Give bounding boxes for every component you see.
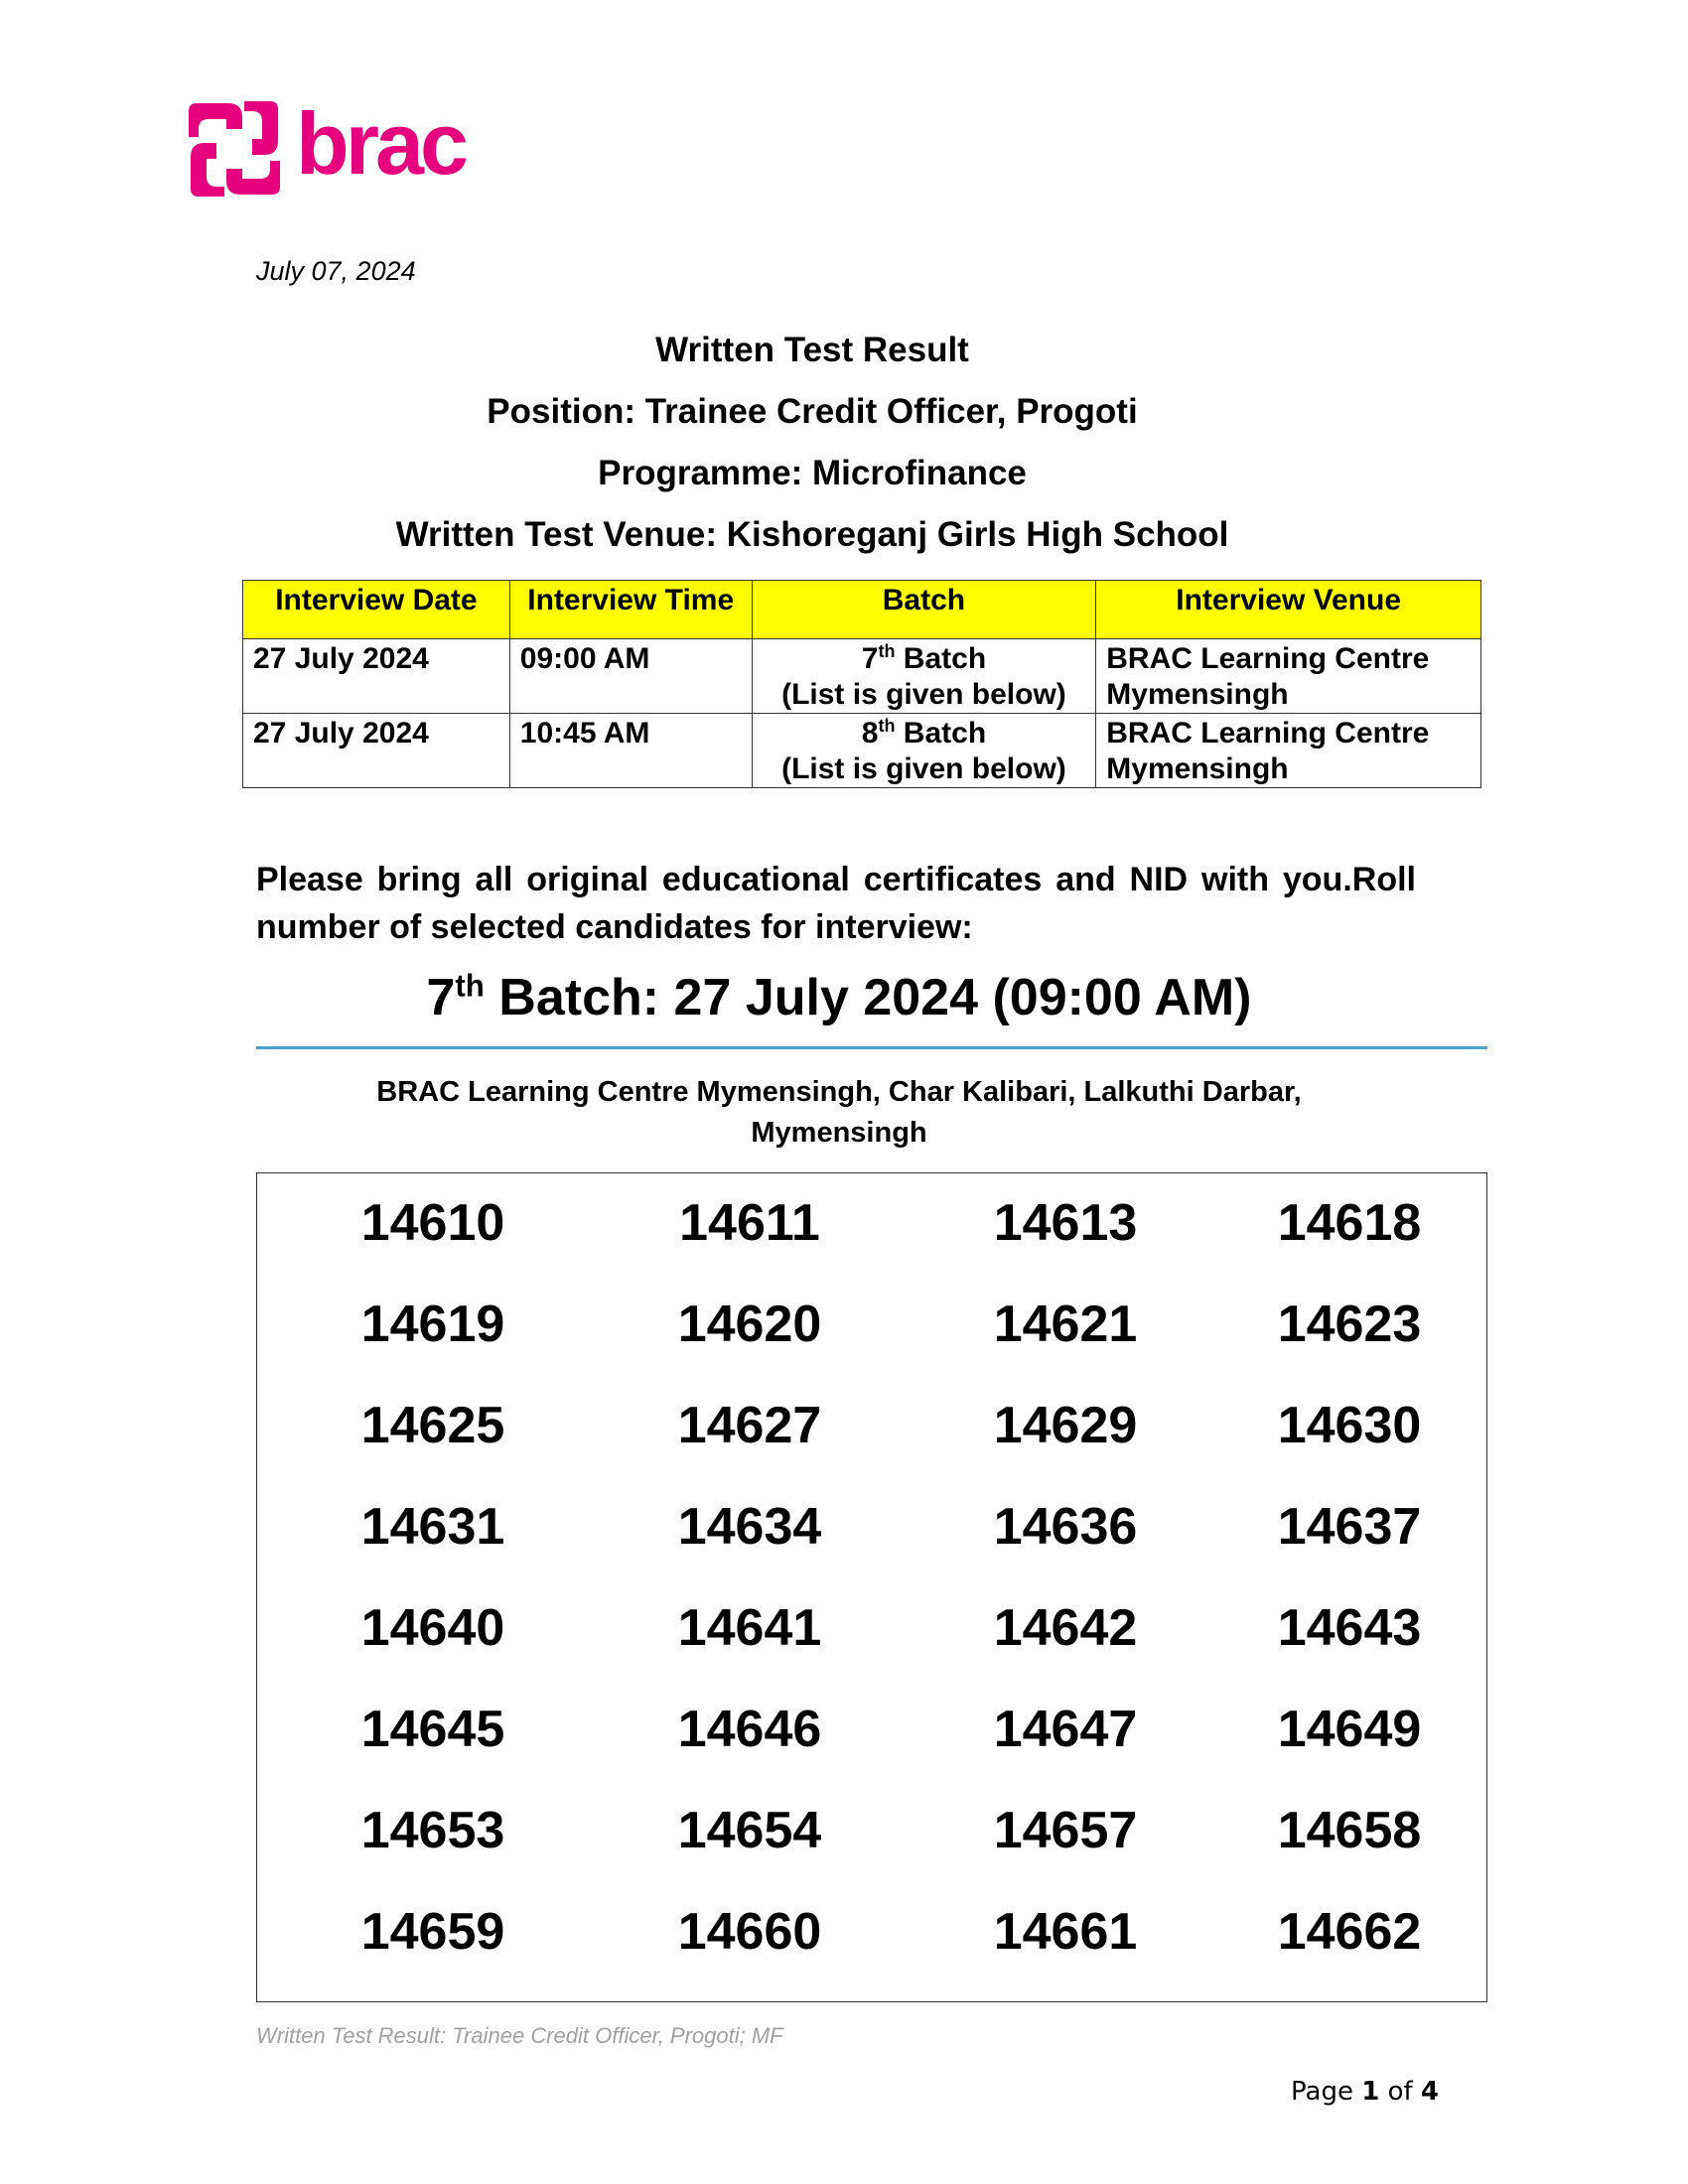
roll-number: 14661 (993, 1903, 1138, 1961)
column-header: Interview Venue (1096, 581, 1481, 639)
table-header-row (243, 581, 1481, 639)
roll-number: 14637 (1277, 1498, 1422, 1556)
roll-number: 14658 (1277, 1802, 1422, 1859)
venue-line-2: Mymensingh (1106, 752, 1289, 785)
roll-number: 14623 (1277, 1296, 1422, 1353)
roll-number: 14653 (360, 1802, 505, 1859)
interview-venue-cell (1096, 639, 1481, 714)
batch-address (298, 1072, 1380, 1154)
roll-number: 14657 (993, 1802, 1138, 1859)
batch-cell (752, 714, 1096, 788)
batch-suffix: th (878, 641, 896, 661)
roll-number: 14631 (360, 1498, 505, 1556)
batch-heading (0, 968, 1678, 1027)
page-current: 1 (1361, 2077, 1380, 2107)
column-header: Interview Time (509, 581, 752, 639)
batch-note: (List is given below) (781, 678, 1066, 711)
roll-number: 14659 (360, 1903, 505, 1961)
batch-heading-suffix: th (455, 968, 485, 1004)
roll-number: 14634 (677, 1498, 822, 1556)
roll-number: 14647 (993, 1701, 1138, 1758)
roll-number: 14627 (677, 1397, 822, 1454)
interview-schedule-table (242, 580, 1481, 788)
batch-word: Batch (895, 642, 987, 675)
document-title: Written Test Result (655, 331, 969, 369)
heading-divider (256, 1046, 1487, 1049)
roll-number: 14642 (993, 1599, 1138, 1657)
roll-number: 14641 (677, 1599, 822, 1657)
roll-number: 14660 (677, 1903, 822, 1961)
footer-note: Written Test Result: Trainee Credit Officer, Progoti; MF (256, 2023, 783, 2048)
batch-suffix: th (878, 716, 896, 736)
roll-number: 14620 (677, 1296, 822, 1353)
batch-word: Batch (895, 717, 987, 750)
batch-cell (752, 639, 1096, 714)
batch-number: 7 (861, 642, 879, 675)
brac-pinwheel-icon (187, 99, 286, 199)
roll-number: 14662 (1277, 1903, 1422, 1961)
roll-number: 14611 (679, 1194, 820, 1252)
venue-line: Written Test Venue: Kishoreganj Girls High School (395, 515, 1229, 554)
page-of: of (1379, 2077, 1421, 2107)
roll-number: 14640 (360, 1599, 505, 1657)
document-date: July 07, 2024 (256, 256, 416, 286)
interview-time-cell: 10:45 AM (509, 714, 752, 788)
venue-line-1: BRAC Learning Centre (1106, 717, 1430, 750)
brac-logo (187, 94, 485, 199)
roll-number: 14613 (993, 1194, 1138, 1252)
roll-number-grid (256, 1172, 1487, 2002)
venue-line-2: Mymensingh (1106, 678, 1289, 711)
address-line-2: Mymensingh (751, 1117, 927, 1149)
interview-time-cell: 09:00 AM (509, 639, 752, 714)
table-row (243, 639, 1481, 714)
batch-heading-number: 7 (426, 969, 456, 1026)
table-row (243, 714, 1481, 788)
roll-number: 14636 (993, 1498, 1138, 1556)
page-label: Page (1291, 2077, 1362, 2107)
notice-paragraph: Please bring all original educational certificates and NID with you.Roll number of selected candidates for interview: (256, 861, 1416, 946)
roll-number: 14619 (360, 1296, 505, 1353)
batch-note: (List is given below) (781, 752, 1066, 785)
interview-date-cell: 27 July 2024 (243, 714, 510, 788)
page-total: 4 (1420, 2077, 1439, 2107)
roll-number: 14625 (360, 1397, 505, 1454)
roll-number: 14654 (677, 1802, 822, 1859)
venue-line-1: BRAC Learning Centre (1106, 642, 1430, 675)
programme-line: Programme: Microfinance (598, 454, 1027, 492)
interview-date-cell: 27 July 2024 (243, 639, 510, 714)
position-line: Position: Trainee Credit Officer, Progoti (487, 392, 1138, 431)
roll-number: 14618 (1277, 1194, 1422, 1252)
interview-venue-cell (1096, 714, 1481, 788)
roll-number: 14610 (360, 1194, 505, 1252)
roll-number: 14646 (677, 1701, 822, 1758)
address-line-1: BRAC Learning Centre Mymensingh, Char Kalibari, Lalkuthi Darbar, (376, 1076, 1302, 1108)
roll-number: 14629 (993, 1397, 1138, 1454)
roll-number: 14621 (993, 1296, 1138, 1353)
batch-heading-text: Batch: 27 July 2024 (09:00 AM) (484, 969, 1252, 1026)
roll-number: 14649 (1277, 1701, 1422, 1758)
batch-number: 8 (861, 717, 879, 750)
column-header: Batch (752, 581, 1096, 639)
brac-wordmark: brac (296, 94, 465, 193)
roll-number: 14645 (360, 1701, 505, 1758)
page-number (1291, 2077, 1439, 2107)
roll-number: 14643 (1277, 1599, 1422, 1657)
roll-number: 14630 (1277, 1397, 1422, 1454)
column-header: Interview Date (243, 581, 510, 639)
